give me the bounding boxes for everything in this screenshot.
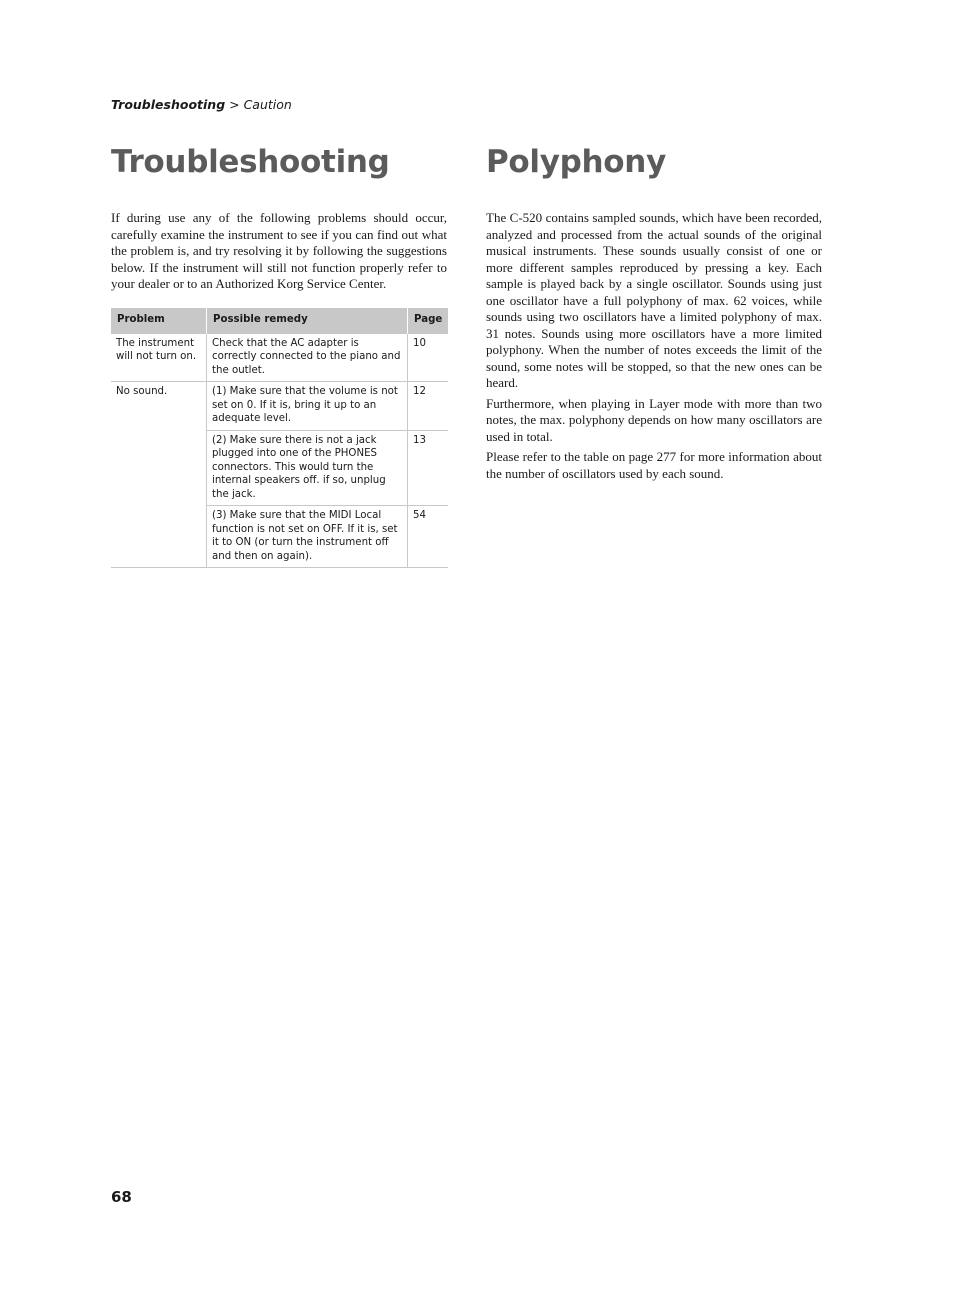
polyphony-paragraph-3: Please refer to the table on page 277 for more information about the number of oscillators used by each sound. <box>486 449 822 481</box>
cell-page: 13 <box>408 430 449 506</box>
polyphony-title: Polyphony <box>486 144 666 180</box>
page-number: 68 <box>111 1188 132 1206</box>
breadcrumb <box>111 97 292 112</box>
troubleshooting-intro: If during use any of the following problems should occur, carefully examine the instrument to see if you can find out what the problem is, and try resolving it by following the suggestions below. If the instrument will still not function properly refer to your dealer or to an Authorized Korg Service Center. <box>111 210 447 291</box>
cell-page: 10 <box>408 334 449 382</box>
cell-remedy: Check that the AC adapter is correctly connected to the piano and the outlet. <box>207 334 408 382</box>
breadcrumb-section: Troubleshooting <box>111 97 226 112</box>
troubleshooting-title: Troubleshooting <box>111 144 390 180</box>
cell-page: 12 <box>408 382 449 431</box>
cell-remedy: (3) Make sure that the MIDI Local function is not set on OFF. If it is, set it to ON (or turn the instrument off and then on again). <box>207 506 408 568</box>
breadcrumb-subsection: Caution <box>243 97 292 112</box>
troubleshooting-table <box>111 308 448 569</box>
table-header-row <box>111 308 448 334</box>
header-remedy: Possible remedy <box>207 308 408 334</box>
troubleshooting-column <box>111 140 447 568</box>
cell-problem: The instrument will not turn on. <box>111 334 207 382</box>
polyphony-paragraph-2: Furthermore, when playing in Layer mode with more than two notes, the max. polyphony depends on how many oscillators are used in total. <box>486 395 822 444</box>
header-problem: Problem <box>111 308 207 334</box>
polyphony-column <box>486 140 822 486</box>
cell-problem: No sound. <box>111 382 207 568</box>
cell-page: 54 <box>408 506 449 568</box>
breadcrumb-separator: > <box>225 97 244 112</box>
cell-remedy: (1) Make sure that the volume is not set on 0. If it is, bring it up to an adequate level. <box>207 382 408 431</box>
cell-remedy: (2) Make sure there is not a jack plugged into one of the PHONES connectors. This would turn the internal speakers off. if so, unplug the jack. <box>207 430 408 506</box>
header-page: Page <box>408 308 449 334</box>
table-row <box>111 334 448 382</box>
table-row <box>111 382 448 431</box>
polyphony-paragraph-1: The C-520 contains sampled sounds, which have been recorded, analyzed and processed from the actual sounds of the original musical instruments. These sounds usually consist of one or more different samples reproduced by pressing a key. Each sample is played back by a single oscillator. Sounds using just one oscillator have a full polyphony of max. 62 voices, while sounds using two oscillators have a limited polyphony of max. 31 notes. Sounds using more oscillators have a more limited polyphony. When the number of notes exceeds the limit of the sound, some notes will be stopped, so that the new ones can be heard. <box>486 210 822 390</box>
